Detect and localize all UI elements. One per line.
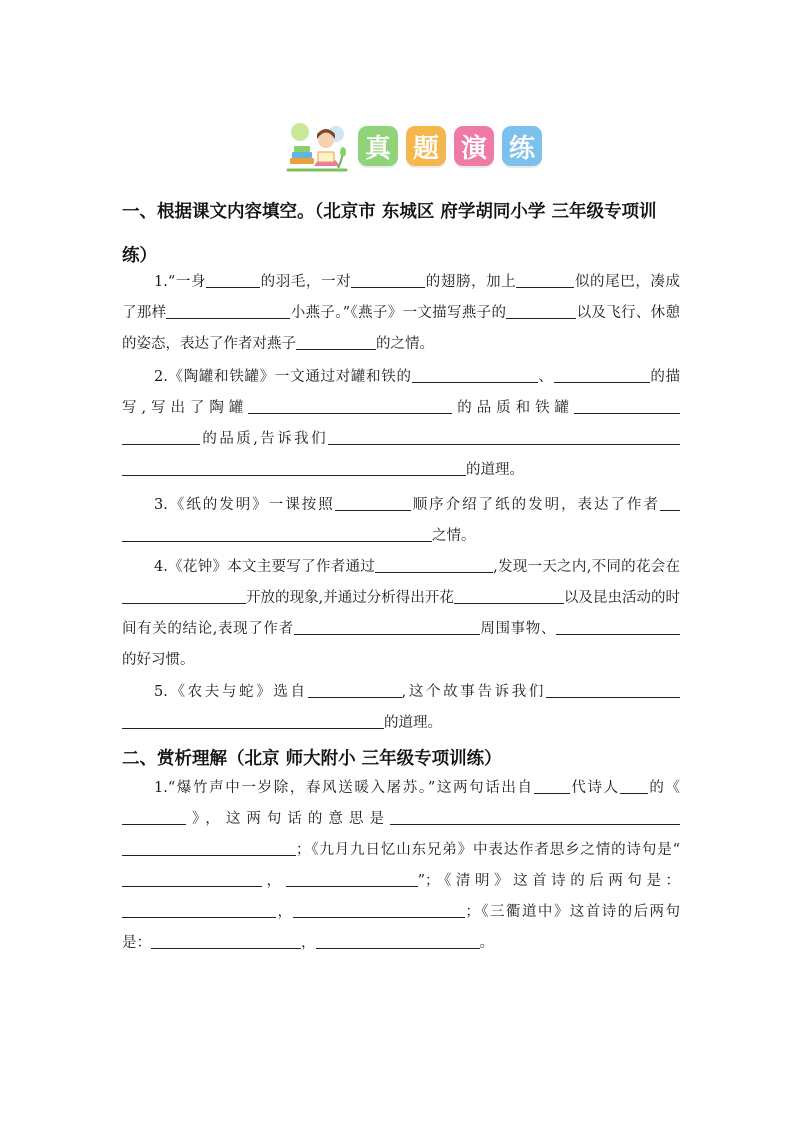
section1-heading: 一、根据课文内容填空。（北京市 东城区 府学胡同小学 三年级专项训练） <box>122 202 657 266</box>
question-text: 、 <box>537 369 554 385</box>
answer-blank[interactable] <box>122 900 276 918</box>
answer-blank[interactable] <box>554 365 650 383</box>
question-text: 。 <box>479 935 494 951</box>
banner-char-lian: 练 <box>502 126 542 166</box>
question-text: 顺序介绍了纸的发明，表达了作者 <box>410 497 660 513</box>
banner-char-ti: 题 <box>406 126 446 166</box>
question-1-5 <box>122 677 680 739</box>
answer-blank[interactable] <box>546 680 680 698</box>
answer-blank[interactable] <box>534 776 570 794</box>
section2-heading: 二、赏析理解（北京 师大附小 三年级专项训练） <box>122 749 502 769</box>
question-text: 的描写,写出了陶罐 <box>122 369 681 416</box>
answer-blank[interactable] <box>294 617 480 635</box>
answer-blank[interactable] <box>296 332 376 350</box>
question-number: 1. <box>154 780 168 796</box>
question-1-2 <box>122 362 680 486</box>
answer-blank[interactable] <box>454 586 564 604</box>
question-2-1 <box>122 773 680 959</box>
title-banner <box>286 118 546 174</box>
question-text: 》，这两句话的意思是 <box>186 811 390 827</box>
question-text: ,发现一天之内,不同的花会在 <box>493 559 681 575</box>
answer-blank[interactable] <box>122 458 466 476</box>
question-text: 的《 <box>647 780 681 796</box>
answer-blank[interactable] <box>351 270 425 288</box>
question-text: 周围事物、 <box>479 621 556 637</box>
answer-blank[interactable] <box>556 617 680 635</box>
question-text: ；《九月九日忆山东兄弟》中表达作者思乡之情的诗句是“ <box>296 842 680 858</box>
question-text: 的羽毛，一对 <box>260 274 352 290</box>
question-text: 《陶罐和铁罐》一文通过对罐和铁的 <box>167 369 412 385</box>
question-text: 之情。 <box>432 528 476 544</box>
question-text: 的之情。 <box>376 336 434 352</box>
question-number: 2. <box>154 369 168 385</box>
answer-blank[interactable] <box>206 270 260 288</box>
question-1-4 <box>122 552 680 676</box>
answer-blank[interactable] <box>248 396 452 414</box>
question-text: 《花钟》本文主要写了作者通过 <box>167 559 376 575</box>
question-text: 的品质和铁罐 <box>452 400 575 416</box>
question-text: 的道理。 <box>466 462 524 478</box>
question-1-1 <box>122 267 680 360</box>
answer-blank[interactable] <box>390 807 680 825</box>
answer-blank[interactable] <box>293 900 465 918</box>
answer-blank[interactable] <box>122 838 296 856</box>
answer-blank[interactable] <box>122 711 384 729</box>
question-text: ”；《清明》这首诗的后两句是： <box>417 873 681 889</box>
question-text: 《农夫与蛇》选自 <box>167 684 308 700</box>
answer-blank[interactable] <box>620 776 648 794</box>
question-text: “一身 <box>167 274 207 290</box>
answer-blank[interactable] <box>335 493 411 511</box>
answer-blank[interactable] <box>166 301 290 319</box>
answer-blank[interactable] <box>316 931 480 949</box>
girl-reading-books-illustration-icon <box>286 118 348 174</box>
answer-blank[interactable] <box>660 493 680 511</box>
question-text: 《纸的发明》一课按照 <box>167 497 335 513</box>
question-text: 的品质,告诉我们 <box>200 431 328 447</box>
banner-char-zhen: 真 <box>358 126 398 166</box>
question-text: 的道理。 <box>384 715 442 731</box>
answer-blank[interactable] <box>286 869 418 887</box>
question-number: 5. <box>154 684 168 700</box>
answer-blank[interactable] <box>506 301 576 319</box>
question-text: 的翅膀，加上 <box>425 274 517 290</box>
answer-blank[interactable] <box>375 555 493 573</box>
question-number: 1. <box>154 274 168 290</box>
question-text: ；《三衢道中》这首诗的后两句是： <box>122 904 681 951</box>
answer-blank[interactable] <box>122 427 200 445</box>
answer-blank[interactable] <box>328 427 680 445</box>
answer-blank[interactable] <box>122 586 246 604</box>
question-text: ,这个故事告诉我们 <box>401 684 547 700</box>
answer-blank[interactable] <box>122 807 186 825</box>
answer-blank[interactable] <box>151 931 301 949</box>
answer-blank[interactable] <box>122 869 262 887</box>
question-text: 小燕子。”《燕子》一文描写燕子的 <box>290 305 507 321</box>
question-number: 4. <box>154 559 168 575</box>
question-number: 3. <box>154 497 168 513</box>
question-text: 以及飞行、休憩的姿态，表达了作者对燕子 <box>122 305 680 352</box>
question-text: ， <box>301 935 316 951</box>
question-1-3 <box>122 490 680 552</box>
question-text: 开放的现象,并通过分析得出开花 <box>246 590 454 606</box>
answer-blank[interactable] <box>412 365 538 383</box>
question-text: “爆竹声中一岁除，春风送暖入屠苏。”这两句话出自 <box>167 780 534 796</box>
question-text: 的好习惯。 <box>122 652 195 668</box>
banner-char-yan: 演 <box>454 126 494 166</box>
answer-blank[interactable] <box>574 396 680 414</box>
answer-blank[interactable] <box>122 524 432 542</box>
question-text: 以及昆虫活动的时间有关的结论,表现了作者 <box>122 590 681 637</box>
question-text: ， <box>262 873 286 889</box>
answer-blank[interactable] <box>308 680 402 698</box>
question-text: 代诗人 <box>569 780 620 796</box>
answer-blank[interactable] <box>516 270 574 288</box>
question-text: 似的尾巴，凑成了那样 <box>122 274 681 321</box>
question-text: ， <box>276 904 294 920</box>
